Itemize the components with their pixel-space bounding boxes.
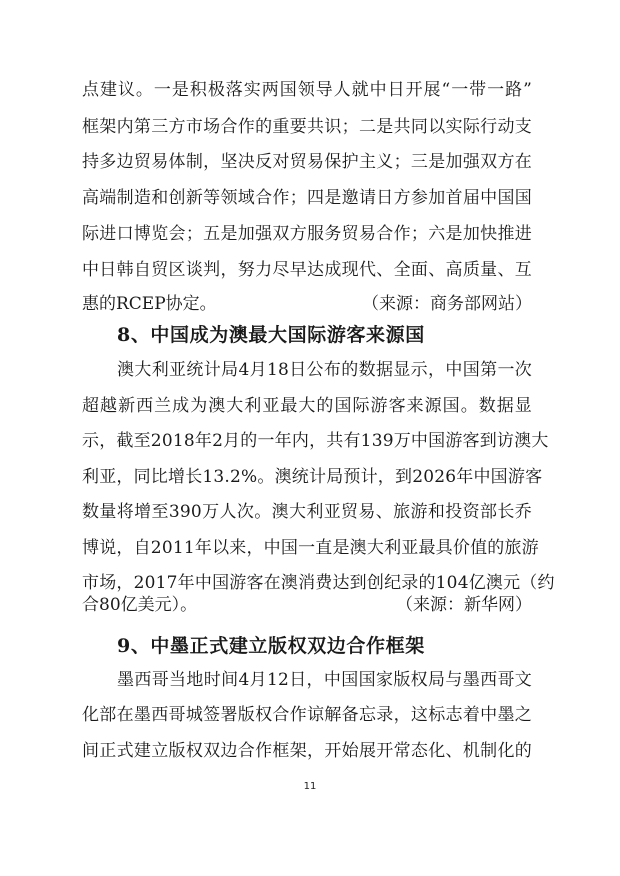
paragraph-line: 澳大利亚统计局4月18日公布的数据显示，中国第一次 [117, 360, 532, 380]
paragraph-line: 市场，2017年中国游客在澳消费达到创纪录的104亿澳元（约 [82, 573, 555, 593]
source-citation: （来源：新华网） [396, 595, 532, 615]
paragraph-line: 利亚，同比增长13.2%。澳统计局预计，到2026年中国游客 [82, 467, 543, 487]
paragraph-last-line [82, 590, 532, 620]
paragraph-line: 示，截至2018年2月的一年内，共有139万中国游客到访澳大 [82, 431, 549, 451]
paragraph-line: 点建议。一是积极落实两国领导人就中日开展“一带一路” [82, 80, 532, 100]
paragraph-line-end: 合80亿美元）。 [82, 595, 198, 615]
section-heading: 8、中国成为澳最大国际游客来源国 [117, 324, 425, 346]
paragraph-line: 高端制造和创新等领域合作；四是邀请日方参加首届中国国 [82, 188, 532, 208]
paragraph-line: 框架内第三方市场合作的重要共识；二是共同以实际行动支 [82, 117, 532, 137]
source-citation: （来源：商务部网站） [362, 294, 532, 314]
page-number: 11 [303, 781, 317, 792]
paragraph-line: 超越新西兰成为澳大利亚最大的国际游客来源国。数据显 [82, 396, 532, 416]
paragraph-last-line [82, 289, 532, 319]
paragraph-line: 持多边贸易体制，坚决反对贸易保护主义；三是加强双方在 [82, 152, 532, 172]
paragraph-line: 际进口博览会；五是加强双方服务贸易合作；六是加快推进 [82, 224, 532, 244]
paragraph-line: 数量将增至390万人次。澳大利亚贸易、旅游和投资部长乔 [82, 502, 532, 522]
paragraph-line: 中日韩自贸区谈判，努力尽早达成现代、全面、高质量、互 [82, 260, 532, 280]
paragraph-line: 间正式建立版权双边合作框架，开始展开常态化、机制化的 [82, 741, 532, 761]
section-heading: 9、中墨正式建立版权双边合作框架 [117, 635, 425, 657]
paragraph-line-end: 惠的RCEP协定。 [82, 294, 217, 314]
paragraph-line: 博说，自2011年以来，中国一直是澳大利亚最具价值的旅游 [82, 538, 539, 558]
paragraph-line: 化部在墨西哥城签署版权合作谅解备忘录，这标志着中墨之 [82, 705, 532, 725]
paragraph-line: 墨西哥当地时间4月12日，中国国家版权局与墨西哥文 [117, 670, 532, 690]
